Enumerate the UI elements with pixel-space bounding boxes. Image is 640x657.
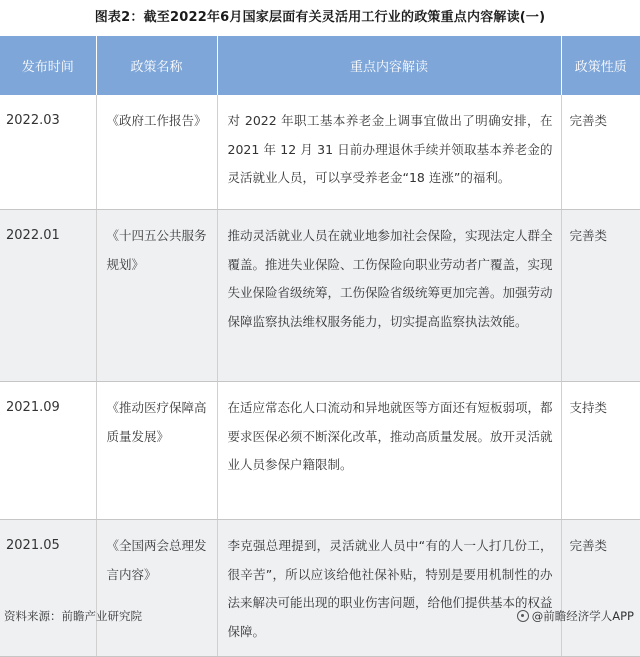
cell-date: 2021.09: [0, 382, 96, 520]
cell-key-content: 李克强总理提到，灵活就业人员中“有的人一人打几份工，很辛苦”，所以应该给他社保补贴，特别是要用机制性的办法来解决可能出现的职业伤害问题，给他们提供基本的权益保障。: [217, 520, 561, 657]
cell-key-content: 推动灵活就业人员在就业地参加社会保险，实现法定人群全覆盖。推进失业保险、工伤保险向职业劳动者广覆盖，实现失业保险省级统筹，工伤保险省级统筹更加完善。加强劳动保障监察执法维权服务能力，切实提高监察执法效能。: [217, 210, 561, 382]
chart-title: 图表2：截至2022年6月国家层面有关灵活用工行业的政策重点内容解读(一): [94, 10, 546, 25]
cell-policy-nature: 完善类: [561, 210, 640, 382]
cell-policy-name: 《十四五公共服务规划》: [96, 210, 217, 382]
table-header-row: [0, 36, 640, 95]
policy-table: [0, 36, 640, 657]
brand-credit: [517, 608, 634, 624]
table-row: [0, 210, 640, 382]
brand-logo-icon: [517, 610, 529, 622]
cell-date: 2021.05: [0, 520, 96, 657]
cell-key-content: 对 2022 年职工基本养老金上调事宜做出了明确安排，在 2021 年 12 月 31 日前办理退休手续并领取基本养老金的灵活就业人员，可以享受养老金“18 连涨”的福利。: [217, 95, 561, 210]
cell-policy-name: 《政府工作报告》: [96, 95, 217, 210]
column-header-key-content: 重点内容解读: [217, 36, 561, 95]
cell-date: 2022.03: [0, 95, 96, 210]
cell-policy-name: 《推动医疗保障高质量发展》: [96, 382, 217, 520]
column-header-policy-nature: 政策性质: [561, 36, 640, 95]
source-note: 资料来源：前瞻产业研究院: [4, 609, 142, 623]
cell-policy-name: 《全国两会总理发言内容》: [96, 520, 217, 657]
column-header-date: 发布时间: [0, 36, 96, 95]
cell-key-content: 在适应常态化人口流动和异地就医等方面还有短板弱项，都要求医保必须不断深化改革，推动高质量发展。放开灵活就业人员参保户籍限制。: [217, 382, 561, 520]
brand-credit-text: @前瞻经济学人APP: [531, 609, 634, 623]
cell-policy-nature: 完善类: [561, 520, 640, 657]
cell-policy-nature: 完善类: [561, 95, 640, 210]
cell-policy-nature: 支持类: [561, 382, 640, 520]
table-row: [0, 382, 640, 520]
table-row: [0, 95, 640, 210]
column-header-policy-name: 政策名称: [96, 36, 217, 95]
cell-date: 2022.01: [0, 210, 96, 382]
